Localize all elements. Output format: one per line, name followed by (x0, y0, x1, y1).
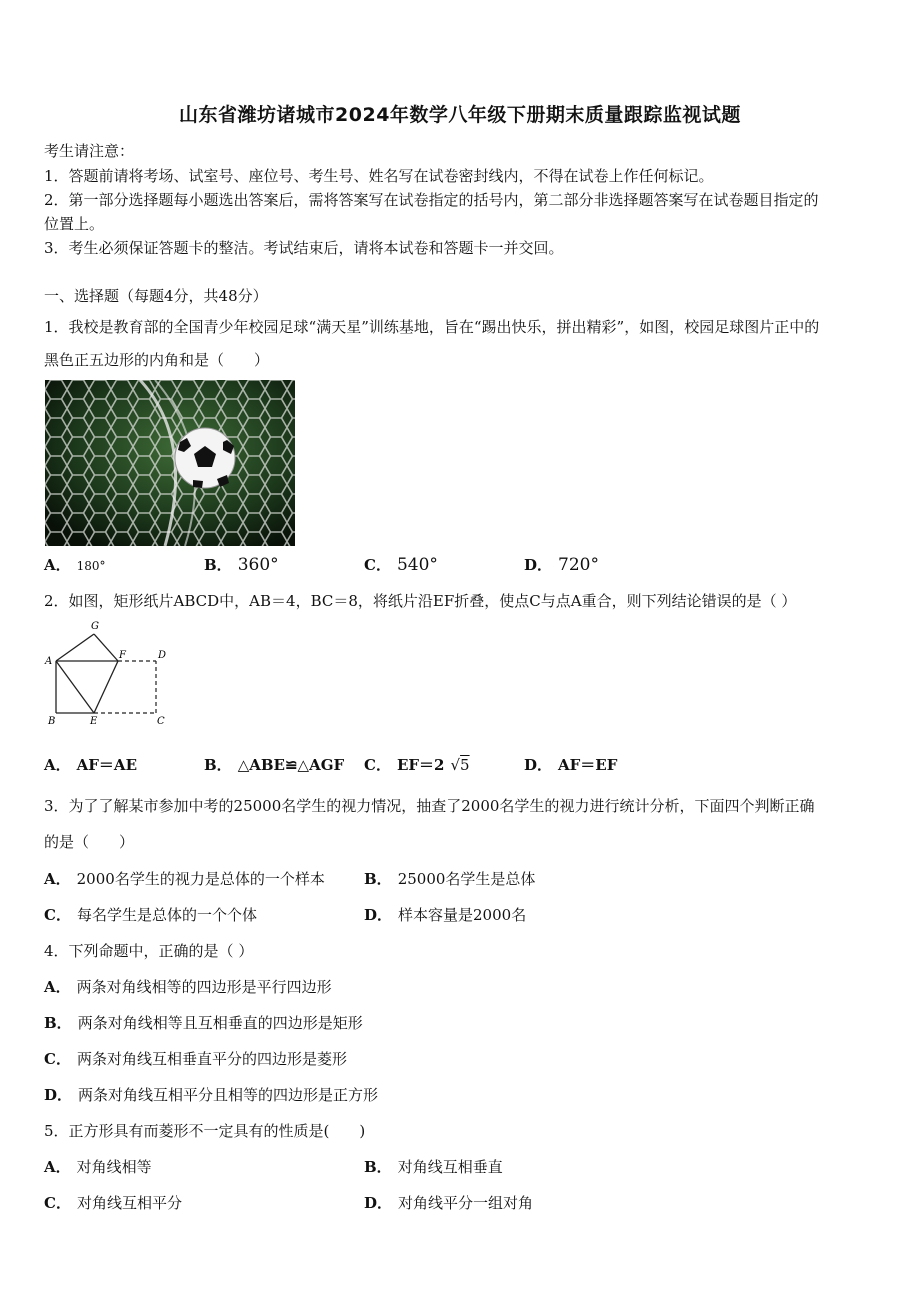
notice-heading: 考生请注意： (44, 142, 135, 160)
q1-text-line2: 黑色正五边形的内角和是（ ） (44, 351, 270, 369)
q3-option-a[interactable]: A． 2000名学生的视力是总体的一个样本 (44, 870, 325, 888)
q5-option-b[interactable]: B． 对角线互相垂直 (364, 1158, 503, 1176)
q5-option-c[interactable]: C． 对角线互相平分 (44, 1194, 182, 1212)
notice-item-2-cont: 位置上。 (44, 215, 105, 233)
point-label-f: F (119, 650, 126, 661)
q5-option-d[interactable]: D． 对角线平分一组对角 (364, 1194, 534, 1212)
section-heading: 一、选择题（每题4分，共48分） (44, 287, 268, 305)
q5-option-a[interactable]: A． 对角线相等 (44, 1158, 152, 1176)
q3-text-line2: 的是（ ） (44, 833, 135, 851)
q1-option-c[interactable]: C． 540° (364, 555, 438, 575)
soccer-ball-image (45, 380, 295, 546)
rectangle-fold-diagram (44, 618, 174, 728)
q4-option-c[interactable]: C． 两条对角线互相垂直平分的四边形是菱形 (44, 1050, 347, 1068)
q2-option-a[interactable]: A． AF＝AE (44, 756, 137, 774)
q3-option-b[interactable]: B． 25000名学生是总体 (364, 870, 536, 888)
q1-option-b[interactable]: B． 360° (204, 555, 279, 575)
point-label-g: G (91, 621, 99, 632)
q3-option-c[interactable]: C． 每名学生是总体的一个个体 (44, 906, 257, 924)
q2-option-b[interactable]: B． △ABE≌△AGF (204, 756, 345, 774)
notice-item-3: 3．考生必须保证答题卡的整洁。考试结束后，请将本试卷和答题卡一并交回。 (44, 239, 564, 257)
q1-text-line1: 1．我校是教育部的全国青少年校园足球“满天星”训练基地，旨在“踢出快乐，拼出精彩”，如图，校园足球图片正中的 (44, 318, 820, 336)
notice-item-2: 2．第一部分选择题每小题选出答案后，需将答案写在试卷指定的括号内，第二部分非选择题答案写在试卷题目指定的 (44, 191, 819, 209)
point-label-b: B (48, 716, 56, 727)
q5-text-line1: 5．正方形具有而菱形不一定具有的性质是( ) (44, 1122, 366, 1140)
q3-text-line1: 3．为了了解某市参加中考的25000名学生的视力情况，抽查了2000名学生的视力进行统计分析，下面四个判断正确 (44, 797, 815, 815)
q2-text-line1: 2．如图，矩形纸片ABCD中，AB＝4，BC＝8，将纸片沿EF折叠，使点C与点A重合，则下列结论错误的是（ ） (44, 592, 797, 610)
q4-text-line1: 4．下列命题中，正确的是（ ） (44, 942, 254, 960)
point-label-a: A (45, 656, 53, 667)
point-label-d: D (158, 650, 167, 661)
q1-option-a[interactable]: A． 180° (44, 556, 106, 574)
q4-option-b[interactable]: B． 两条对角线相等且互相垂直的四边形是矩形 (44, 1014, 363, 1032)
q2-option-c[interactable]: C． EF＝2 √5 (364, 756, 470, 774)
page-title: 山东省潍坊诸城市2024年数学八年级下册期末质量跟踪监视试题 (179, 104, 741, 126)
point-label-e: E (90, 716, 98, 727)
q3-option-d[interactable]: D． 样本容量是2000名 (364, 906, 527, 924)
q4-option-d[interactable]: D． 两条对角线互相平分且相等的四边形是正方形 (44, 1086, 379, 1104)
notice-item-1: 1．答题前请将考场、试室号、座位号、考生号、姓名写在试卷密封线内，不得在试卷上作任何标记。 (44, 167, 714, 185)
point-label-c: C (157, 716, 165, 727)
q1-option-d[interactable]: D． 720° (524, 555, 599, 575)
q2-option-d[interactable]: D． AF＝EF (524, 756, 618, 774)
q4-option-a[interactable]: A． 两条对角线相等的四边形是平行四边形 (44, 978, 332, 996)
